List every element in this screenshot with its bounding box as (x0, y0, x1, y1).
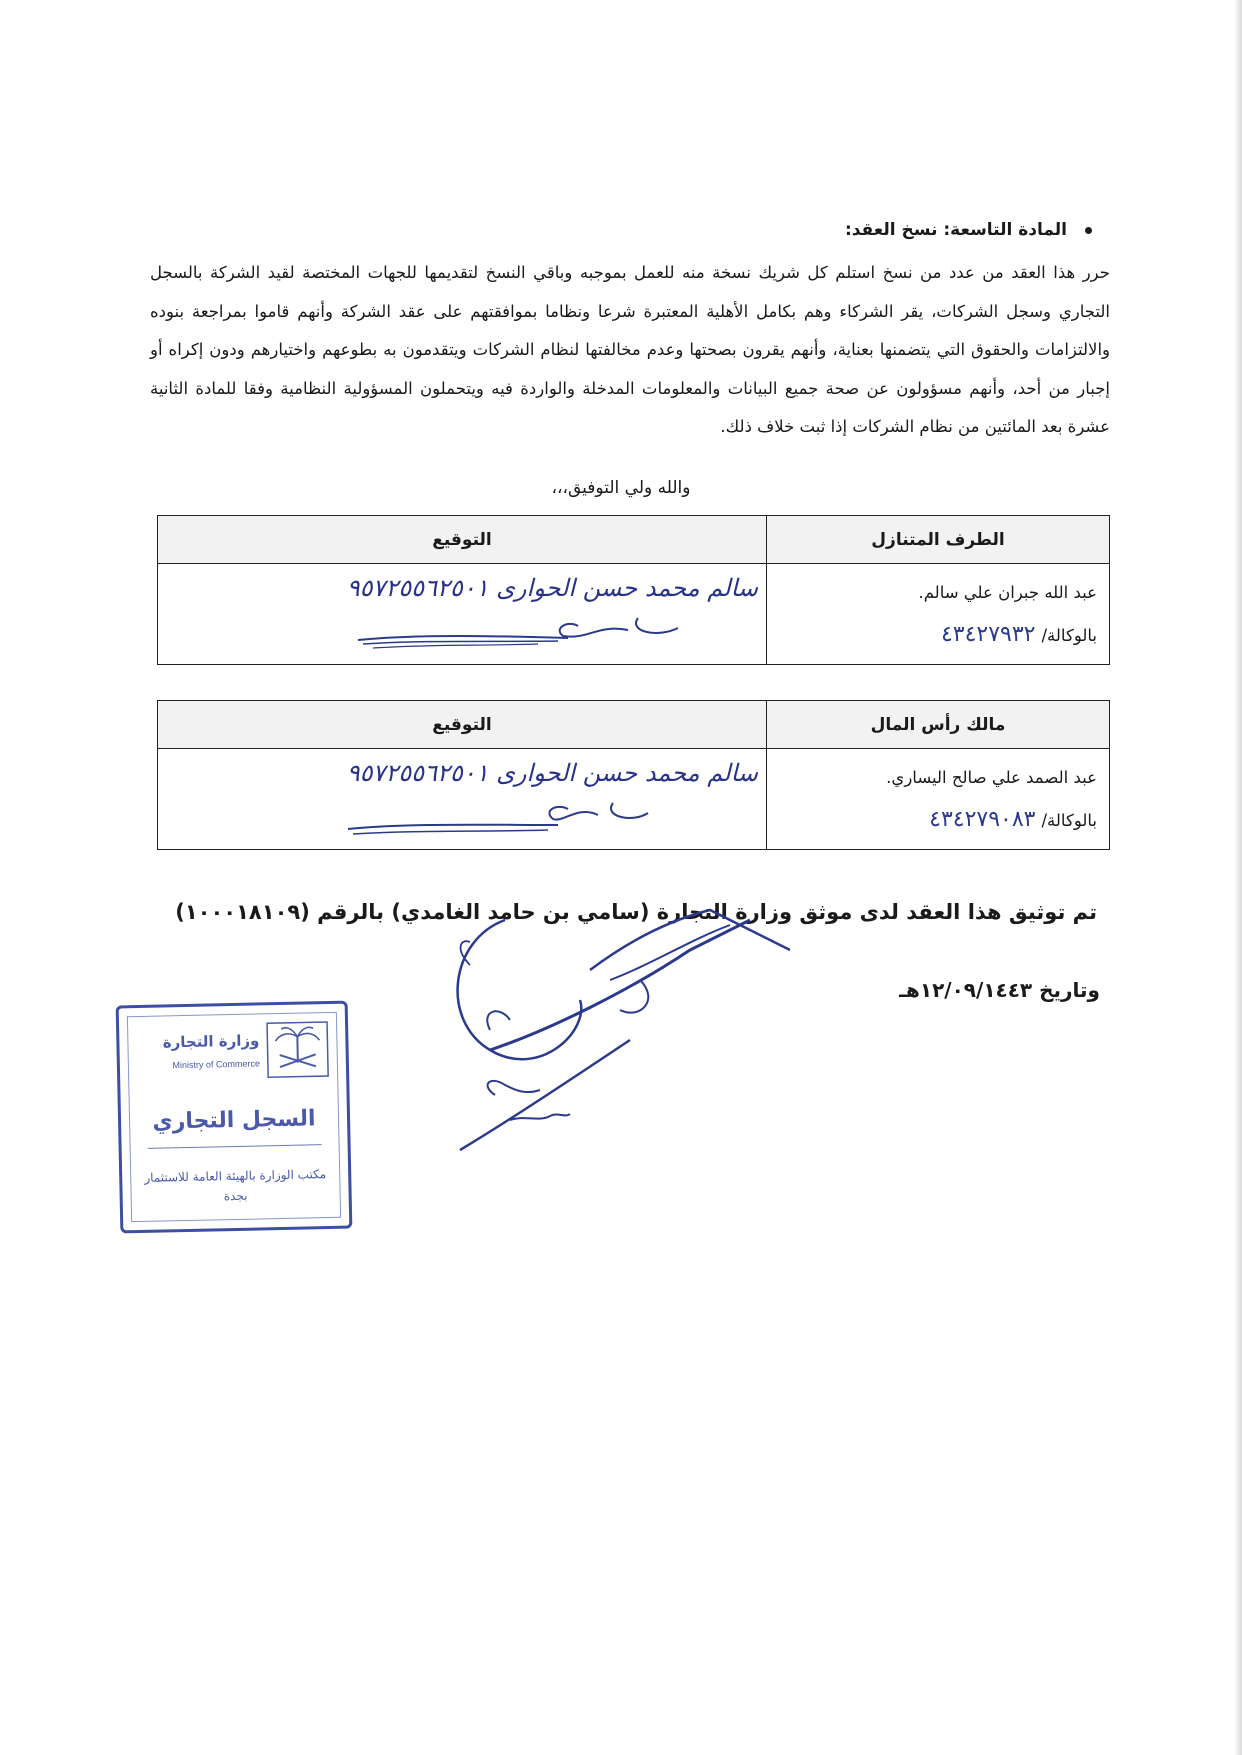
closing-phrase: والله ولي التوفيق،،، (551, 478, 691, 498)
signature-cell (158, 564, 767, 665)
party-cell (767, 749, 1110, 850)
page-edge (1234, 0, 1242, 1755)
commerce-stamp (116, 1001, 353, 1234)
article-heading (150, 220, 1092, 240)
stamp-ministry-en: Ministry of Commerce (172, 1058, 260, 1071)
stamp-office: مكتب الوزارة بالهيئة العامة للاستثمار بجدة (144, 1167, 327, 1204)
agency-row (779, 799, 1097, 841)
palm-swords-logo-icon (265, 1020, 330, 1079)
party-header: الطرف المتنازل (767, 516, 1110, 564)
bullet-icon (1085, 227, 1092, 234)
stamp-title: السجل التجاري (152, 1106, 316, 1135)
signature-header: التوقيع (158, 701, 767, 749)
article-body: حرر هذا العقد من عدد من نسخ استلم كل شريك نسخة منه للعمل بموجبه وباقي النسخ لتقديمها للجهات المختصة لقيد الشركة بالسجل التجاري وسجل الشركات، يقر الشركاء وهم بكامل الأهلية المعتبرة شرعا ونظاما بموافقتهم على عقد الشركة وأنهم قاموا بمراجعة بنوده والالتزامات والحقوق التي يتضمنها بعناية، وأنهم يقرون بصحتها وعدم مخالفتها لنظام الشركات ويتقدمون به بطوعهم واختيارهم ودون إكراه أو إجبار من أحد، وأنهم مسؤولون عن صحة جميع البيانات والمعلومات المدخلة والواردة فيه ويتحملون المسؤولية النظامية وفقا للمادة الثانية عشرة بعد المائتين من نظام الشركات إذا ثبت خلاف ذلك. (150, 263, 1110, 436)
notary-signature (430, 880, 830, 1160)
agency-label: بالوكالة/ (1041, 626, 1097, 645)
party-name: عبد الصمد علي صالح اليساري. (886, 768, 1097, 787)
agency-number: ٤٣٤٢٧٩٠٨٣ (929, 807, 1036, 832)
signature-table-2 (157, 700, 1110, 850)
signature-header: التوقيع (158, 516, 767, 564)
notary-date: وتاريخ ١٢/٠٩/١٤٤٣هـ (899, 978, 1100, 1002)
party-header: مالك رأس المال (767, 701, 1110, 749)
party-cell (767, 564, 1110, 665)
signature-cell (158, 749, 767, 850)
notary-statement: تم توثيق هذا العقد لدى موثق وزارة التجارة (سامي بن حامد الغامدي) بالرقم (١٠٠٠١٨١٠٩) (175, 900, 1097, 924)
signature-text: سالم محمد حسن الحوارى ٩٥٧٢٥٥٦٢٥٠١ (346, 759, 758, 787)
signature-table-1 (157, 515, 1110, 665)
agency-number: ٤٣٤٢٧٩٣٢ (940, 622, 1036, 647)
signature-text: سالم محمد حسن الحوارى ٩٥٧٢٥٥٦٢٥٠١ (346, 574, 758, 602)
article-section (150, 220, 1110, 447)
party-name: عبد الله جبران علي سالم. (918, 583, 1097, 602)
article-heading-text: المادة التاسعة: نسخ العقد: (844, 220, 1067, 240)
agency-label: بالوكالة/ (1041, 811, 1097, 830)
agency-row (779, 614, 1097, 656)
stamp-ministry-ar: وزارة التجارة (162, 1031, 260, 1052)
